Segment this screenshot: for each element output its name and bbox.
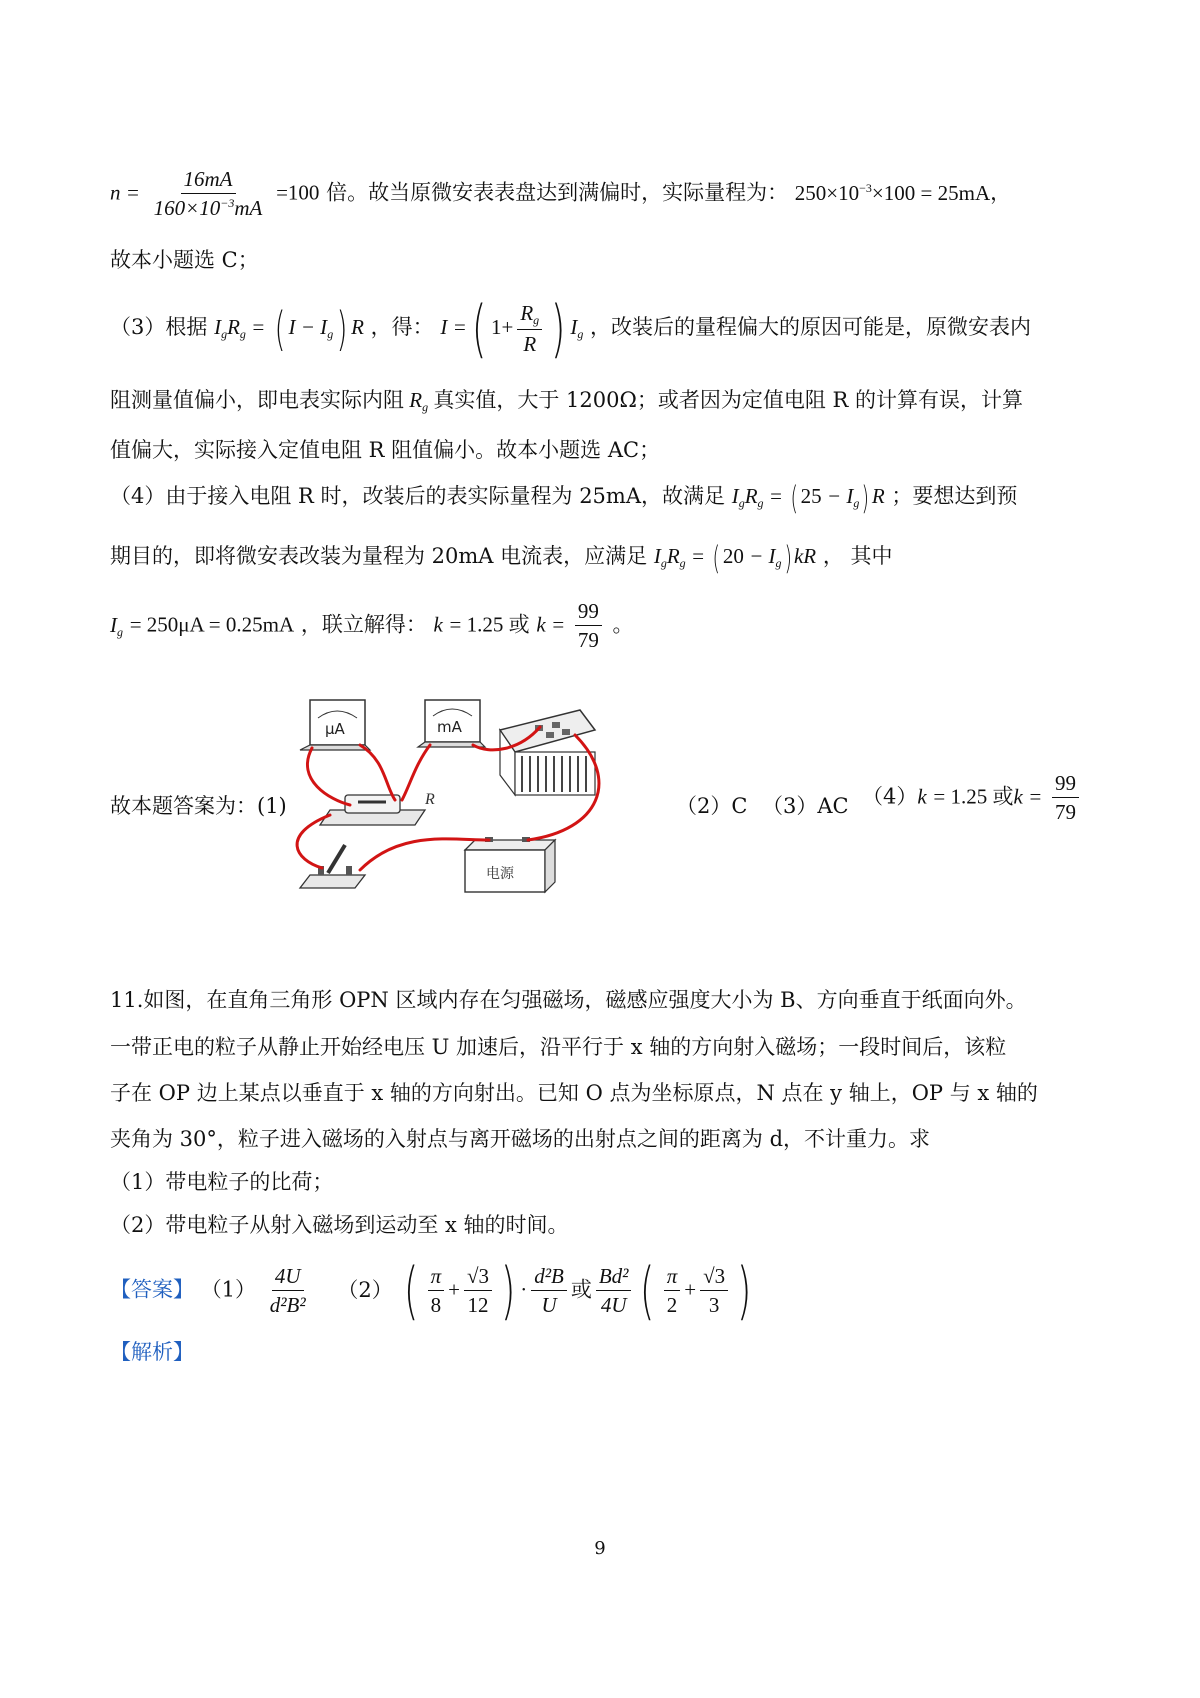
text-line-7: 期目的，即将微安表改装为量程为 20mA 电流表，应满足 $I_gR_g$ = ( $20 - I_g$) kR ， 其中 bbox=[110, 539, 893, 578]
q11-para-1: 11.如图，在直角三角形 OPN 区域内存在匀强磁场，磁感应强度大小为 B、方向垂直于纸面向外。 bbox=[110, 988, 1027, 1012]
answer-2: （2）C bbox=[676, 794, 748, 818]
resistance-box-icon bbox=[500, 710, 595, 795]
eq-25ma: $I_gR_g$ = ( $25 - I_g$) R bbox=[731, 479, 885, 518]
ratio-lhs: n = bbox=[110, 180, 140, 205]
ratio-num: 16mA bbox=[181, 168, 236, 194]
eq-20ma: $I_gR_g$ = ( $20 - I_g$) kR bbox=[653, 539, 817, 578]
q11-para-2: 一带正电的粒子从静止开始经电压 U 加速后，沿平行于 x 轴的方向射入磁场；一段时间后，该粒 bbox=[110, 1035, 1007, 1059]
ratio-fraction bbox=[151, 168, 266, 220]
uA-label: μA bbox=[325, 720, 345, 738]
switch-icon bbox=[300, 845, 365, 888]
text-line-8: $I_g = 250\mu A = 0.25mA$ ，联立解得： k = 1.25 或 k = $\frac{99}{79}$ 。 bbox=[110, 599, 634, 653]
q11-sub-1: （1）带电粒子的比荷； bbox=[110, 1170, 334, 1194]
resistor-label: R bbox=[425, 791, 435, 808]
text-line-5: 值偏大，实际接入定值电阻 R 阻值偏小。故本小题选 AC； bbox=[110, 438, 661, 462]
formula-line-3: （3）根据 $I_gR_g$ = ( $I - I_g$) R ，得： I =( 1+ $\frac{R_g}{R}$ ) $I_g$ ，改装后的量程偏大的原因可能是，原微安表内 bbox=[110, 292, 1032, 365]
text-line-6: （4）由于接入电阻 R 时，改装后的表实际量程为 25mA，故满足 $I_gR_g$ = ( $25 - I_g$) R ；要想达到预 bbox=[110, 479, 1018, 518]
ratio-den: $160\times 10^{-3}mA$ bbox=[153, 196, 263, 221]
ratio-text: 倍。故当原微安表表盘达到满偏时，实际量程为： bbox=[326, 180, 789, 205]
page-number: 9 bbox=[594, 1538, 606, 1559]
q11-para-4: 夹角为 30°，粒子进入磁场的入射点与离开磁场的出射点之间的距离为 d，不计重力。求 bbox=[110, 1127, 931, 1151]
range-calc: $250\times 10^{-3}\times 100 = 25mA$ bbox=[794, 180, 991, 205]
text-line-4: 阻测量值偏小，即电表实际内阻 $R_g$ 真实值，大于 1200Ω；或者因为定值电阻 R 的计算有误，计算 bbox=[110, 388, 1024, 414]
q11-para-3: 子在 OP 边上某点以垂直于 x 轴的方向射出。已知 O 点为坐标原点，N 点在 y 轴上，OP 与 x 轴的 bbox=[110, 1081, 1038, 1105]
resistor-icon bbox=[320, 791, 435, 825]
answer-prefix: 故本题答案为：(1) bbox=[110, 794, 287, 818]
answer-4: （4）k = 1.25 或k = $\frac{99}{79}$ bbox=[862, 772, 1083, 824]
microammeter-icon bbox=[300, 700, 370, 750]
milliammeter-icon bbox=[418, 700, 485, 747]
circuit-figure bbox=[290, 690, 640, 920]
q11-sub-2: （2）带电粒子从射入磁场到运动至 x 轴的时间。 bbox=[110, 1213, 569, 1237]
power-source-icon bbox=[465, 837, 555, 892]
ratio-line: n = $\frac{16mA}{160\times 10^{-3}mA}$ =100 倍。故当原微安表表盘达到满偏时，实际量程为： $250\times 10^{-3}\times 100 = 25mA$， bbox=[110, 167, 1012, 221]
analysis-label: 【解析】 bbox=[110, 1340, 194, 1364]
answer-label: 【答案】 bbox=[110, 1277, 194, 1302]
answer-block: 【答案】 （1） $\frac{4U}{\text{d²B²}}$ （2） ( $\frac{\pi}{8}$ + $\frac{√3}{12}$ ) · $\frac{\text{d²B}}{U}$ 或 $\frac{\text{Bd²}}{4U}$ ( $\frac{\pi}{2}$ + $\frac{√3}{3}$ ) bbox=[110, 1254, 752, 1327]
ratio-eq: =100 bbox=[276, 180, 320, 205]
power-source-label: 电源 bbox=[486, 866, 514, 882]
mA-label: mA bbox=[437, 718, 462, 736]
answer-3: （3）AC bbox=[762, 794, 849, 818]
eq-i-solve: I =( 1+ $\frac{R_g}{R}$ ) $I_g$ bbox=[440, 292, 584, 365]
eq-ig-rg: $I_gR_g$ = ( $I - I_g$) R bbox=[214, 302, 364, 356]
text-line: 故本小题选 C； bbox=[110, 248, 259, 272]
